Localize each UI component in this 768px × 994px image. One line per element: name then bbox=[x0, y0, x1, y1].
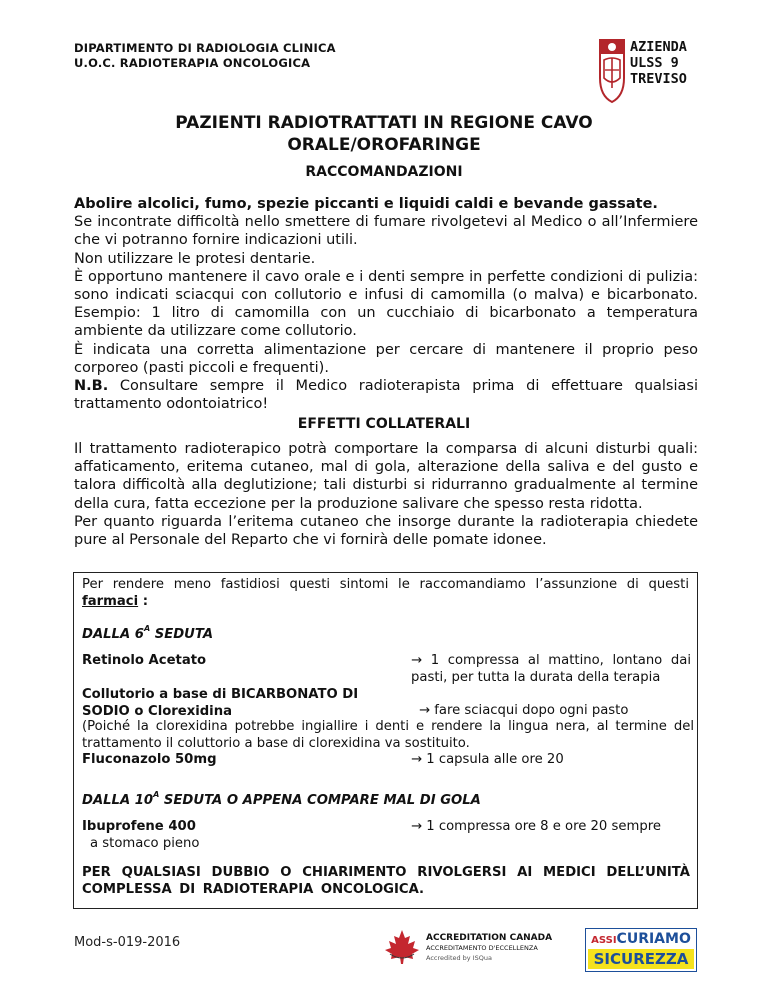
denture-advice: Non utilizzare le protesi dentarie. bbox=[74, 250, 316, 267]
nutrition-advice: È indicata una corretta alimentazione per cercare di mantenere il proprio peso corporeo (pasti piccoli e frequenti). bbox=[74, 341, 698, 376]
from-session-10-heading bbox=[82, 787, 481, 810]
assicuriamo-text bbox=[586, 931, 696, 949]
arrow-icon: → bbox=[411, 819, 423, 834]
sicurezza-text: SICUREZZA bbox=[588, 949, 694, 969]
nb-note bbox=[74, 377, 698, 413]
from10-sup: A bbox=[153, 790, 160, 799]
department-name: DIPARTIMENTO DI RADIOLOGIA CLINICA bbox=[74, 41, 336, 55]
from6-text: DALLA 6 bbox=[82, 627, 144, 642]
ibuprofen-name: Ibuprofene 400 bbox=[82, 819, 196, 834]
side-effects-heading: EFFETTI COLLATERALI bbox=[297, 416, 471, 432]
drug-mouthwash-name bbox=[82, 687, 358, 720]
drug-retinol-name: Retinolo Acetato bbox=[82, 653, 207, 668]
title-line-2: ORALE/OROFARINGE bbox=[287, 135, 481, 155]
side-effects-text bbox=[74, 440, 698, 549]
from6-tail: SEDUTA bbox=[150, 627, 214, 642]
smoking-advice: Se incontrate difficoltà nello smettere di fumare rivolgetevi al Medico o all’Infermiere che vi potranno fornire indicazioni utili. bbox=[74, 214, 698, 249]
accred-line-2: ACCREDITAMENTO D'ECCELLENZA bbox=[426, 944, 538, 952]
drug-fluconazole-name: Fluconazolo 50mg bbox=[82, 752, 217, 767]
drug-mouthwash-dose bbox=[419, 703, 628, 720]
nb-text: Consultare sempre il Medico radioterapista prima di effettuare qualsiasi trattamento odontoiatrico! bbox=[74, 378, 698, 413]
medication-intro bbox=[82, 577, 689, 610]
accred-line-3: Accredited by ISQua bbox=[426, 954, 492, 962]
mouthwash-line-2: SODIO o Clorexidina bbox=[82, 703, 232, 719]
arrow-icon: → bbox=[419, 703, 431, 718]
department-heading bbox=[74, 41, 336, 71]
drug-ibuprofen-dose bbox=[411, 819, 661, 836]
medicines-word: farmaci bbox=[82, 593, 139, 609]
drug-fluconazole-dose bbox=[411, 752, 564, 769]
unit-name: U.O.C. RADIOTERAPIA ONCOLOGICA bbox=[74, 56, 311, 70]
page-title bbox=[74, 112, 694, 156]
maple-leaf-icon bbox=[382, 928, 422, 966]
medication-box bbox=[73, 572, 698, 909]
accred-line-1: ACCREDITATION CANADA bbox=[426, 933, 553, 943]
chlorhexidine-note: (Poiché la clorexidina potrebbe ingiallire i denti e rendere la lingua nera, al termine del trattamento il coluttorio a base di clorexidina va sostituito. bbox=[82, 719, 694, 751]
main-recommendation: Abolire alcolici, fumo, spezie piccanti e liquidi caldi e bevande gassate. bbox=[74, 196, 658, 212]
from-session-6-heading bbox=[82, 621, 213, 644]
side-effects-description: Il trattamento radioterapico potrà comportare la comparsa di alcuni disturbi quali: affaticamento, eritema cutaneo, mal di gola, alterazione della saliva e del gusto e talora difficoltà alla deglutizione; tali disturbi si ridurranno gradualmente al termine della cura, fatta eccezione per la produzione salivare che spesso resta ridotta. bbox=[74, 441, 698, 512]
assi-part: ASSI bbox=[591, 935, 617, 946]
logo-line-ulss: ULSS 9 bbox=[630, 55, 679, 71]
mouthwash-dose-text: fare sciacqui dopo ogni pasto bbox=[430, 703, 629, 718]
nb-label: N.B. bbox=[74, 378, 109, 395]
recommendations-heading: RACCOMANDAZIONI bbox=[305, 164, 463, 180]
contact-notice: PER QUALSIASI DUBBIO O CHIARIMENTO RIVOLGERSI AI MEDICI DELL’UNITÀ COMPLESSA DI RADIOTERAPIA ONCOLOGICA. bbox=[82, 865, 690, 897]
intro-colon: : bbox=[138, 593, 148, 609]
drug-ibuprofen-name bbox=[82, 819, 199, 852]
crest-icon bbox=[598, 38, 626, 104]
logo-line-city: TREVISO bbox=[630, 71, 687, 87]
from10-text: DALLA 10 bbox=[82, 793, 154, 808]
arrow-icon: → bbox=[411, 653, 423, 668]
arrow-icon: → bbox=[411, 752, 423, 767]
recommendations-text bbox=[74, 195, 698, 413]
mouthwash-line-1: Collutorio a base di BICARBONATO DI bbox=[82, 687, 359, 702]
dose-line-1: 1 compressa al mattino, lontano dai bbox=[422, 653, 691, 668]
accreditation-canada-logo bbox=[382, 928, 552, 968]
assicuriamo-sicurezza-logo bbox=[585, 928, 697, 972]
from6-sup: A bbox=[143, 624, 151, 633]
title-line-1: PAZIENTI RADIOTRATTATI IN REGIONE CAVO bbox=[175, 113, 593, 133]
ulss-logo bbox=[598, 38, 708, 106]
intro-text: Per rendere meno fastidiosi questi sintomi le raccomandiamo l’assunzione di questi bbox=[82, 577, 689, 592]
document-code: Mod-s-019-2016 bbox=[74, 935, 181, 950]
fluconazole-dose-text: 1 capsula alle ore 20 bbox=[422, 752, 564, 767]
curiamo-part: CURIAMO bbox=[616, 931, 691, 947]
dose-line-2: pasti, per tutta la durata della terapia bbox=[411, 669, 661, 685]
skin-erythema-advice: Per quanto riguarda l’eritema cutaneo che insorge durante la radioterapia chiedete pure al Personale del Reparto che vi fornirà delle pomate idonee. bbox=[74, 513, 698, 549]
drug-retinol-dose bbox=[411, 653, 691, 686]
ibuprofen-note: a stomaco pieno bbox=[90, 835, 200, 851]
hygiene-advice: È opportuno mantenere il cavo orale e i denti sempre in perfette condizioni di pulizia: sono indicati sciacqui con collutorio e infusi di camomilla (o malva) e bicarbonato. Esempio: 1 litro di camomilla con un cucchiaio di bicarbonato a temperatura ambiente da utilizzare come collutorio. bbox=[74, 268, 698, 340]
logo-line-azienda: AZIENDA bbox=[630, 39, 687, 55]
from10-tail: SEDUTA O APPENA COMPARE MAL DI GOLA bbox=[159, 793, 481, 808]
ibuprofen-dose-text: 1 compressa ore 8 e ore 20 sempre bbox=[422, 819, 661, 834]
ulss-logo-text bbox=[630, 39, 687, 87]
